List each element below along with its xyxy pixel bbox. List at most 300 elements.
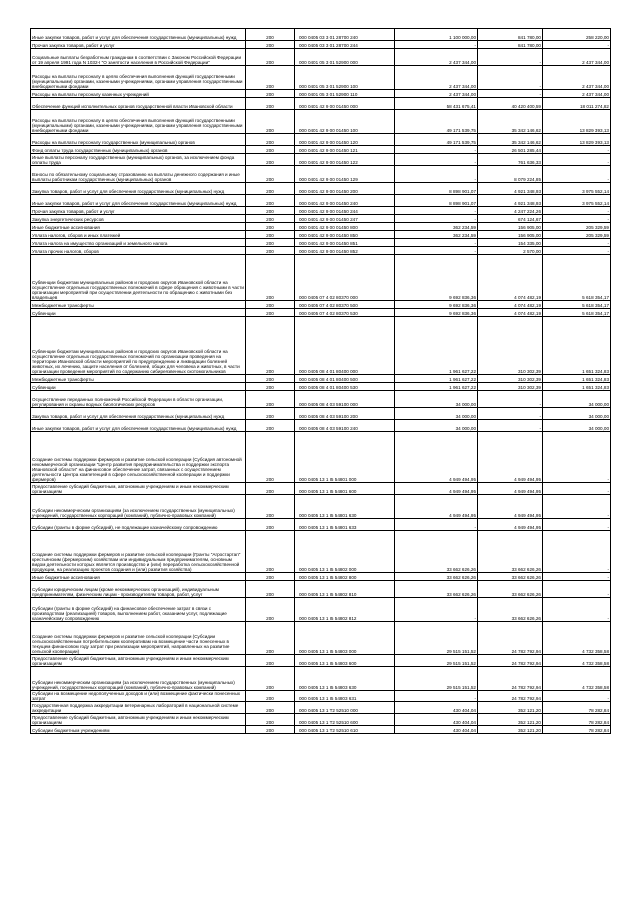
row-approved: 34 000,00	[395, 391, 478, 408]
row-code: 200	[246, 41, 295, 49]
row-kbk: 000 0405 03 3 01 28700 244	[295, 41, 395, 49]
row-name: Субсидии бюджетным учреждениям	[31, 726, 246, 734]
row-executed: 841 780,00	[478, 29, 543, 41]
row-code: 200	[246, 146, 295, 154]
row-executed: -	[478, 408, 543, 420]
row-executed: 310 302,39	[478, 375, 543, 383]
row-unexecuted: -	[543, 154, 611, 166]
row-code: 200	[246, 519, 295, 531]
row-kbk: 000 0405 07 4 02 80370 500	[295, 301, 395, 309]
row-kbk: 000 0405 13 1 I5 54803 000	[295, 622, 395, 655]
row-executed: 2 570,00	[478, 247, 543, 255]
row-unexecuted: -	[543, 247, 611, 255]
table-row	[31, 408, 611, 420]
row-approved: -	[395, 41, 478, 49]
row-name: Создание системы поддержки фермеров и развитие сельской кооперации (Субсидия автономной некоммерческой организации "Центр развития предпринимательства и поддержки экспорта Ивановской области" на финансовое обеспечение затрат, связанных с осуществлением деятельности Центра компетенций в сфере сельскохозяйственной кооперации и поддержки фермеров)	[31, 432, 246, 483]
table-row	[31, 667, 611, 691]
row-executed: 40 420 400,59	[478, 98, 543, 110]
table-row	[31, 391, 611, 408]
row-approved: 430 404,04	[395, 714, 478, 726]
table-row	[31, 714, 611, 726]
row-executed: 4 921 348,93	[478, 183, 543, 195]
row-name: Обеспечение функций исполнительных органов государственной власти Ивановской области	[31, 98, 246, 110]
table-row	[31, 317, 611, 375]
row-unexecuted: 205 329,59	[543, 223, 611, 231]
table-row	[31, 383, 611, 391]
row-kbk: 000 0401 42 9 00 01450 800	[295, 223, 395, 231]
row-approved: 34 000,00	[395, 420, 478, 432]
row-approved: 2 437 344,00	[395, 49, 478, 66]
row-executed: 4 949 494,95	[478, 483, 543, 495]
row-code: 200	[246, 383, 295, 391]
row-approved: 430 404,04	[395, 726, 478, 734]
row-name: Закупка товаров, работ и услуг для обеспечения государственных (муниципальных) нужд	[31, 183, 246, 195]
row-name: Фонд оплаты труда государственных (муниципальных) органов	[31, 146, 246, 154]
table-row	[31, 301, 611, 309]
row-kbk: 000 0405 07 4 02 80370 530	[295, 309, 395, 317]
row-executed: 4 074 482,19	[478, 309, 543, 317]
row-unexecuted: 34 000,00	[543, 420, 611, 432]
row-approved: -	[395, 207, 478, 215]
row-name: Субсидии (гранты в форме субсидий), не подлежащие казначейскому сопровождению	[31, 519, 246, 531]
row-kbk: 000 0401 42 9 00 01450 850	[295, 231, 395, 239]
table-row	[31, 622, 611, 655]
row-executed: 24 782 792,94	[478, 667, 543, 691]
row-kbk: 000 0405 13 1 T2 52510 000	[295, 702, 395, 714]
row-name: Прочая закупка товаров, работ и услуг	[31, 41, 246, 49]
row-code: 200	[246, 714, 295, 726]
table-row	[31, 134, 611, 146]
row-approved: 29 515 151,52	[395, 655, 478, 667]
row-unexecuted: -	[543, 215, 611, 223]
row-executed: 761 636,33	[478, 154, 543, 166]
row-unexecuted: -	[543, 41, 611, 49]
row-kbk: 000 0401 42 9 00 01450 200	[295, 183, 395, 195]
row-kbk: 000 0401 05 3 01 52900 000	[295, 49, 395, 66]
row-name: Уплата налога на имущество организаций и земельного налога	[31, 239, 246, 247]
row-unexecuted: 3 975 552,14	[543, 183, 611, 195]
row-approved: 8 898 901,07	[395, 195, 478, 207]
row-name: Расходы на выплаты персоналу казенных учреждений	[31, 90, 246, 98]
row-code: 200	[246, 255, 295, 301]
row-executed: 24 782 792,94	[478, 622, 543, 655]
row-code: 200	[246, 247, 295, 255]
row-approved: 2 437 344,00	[395, 66, 478, 90]
row-name: Прочая закупка товаров, работ и услуг	[31, 207, 246, 215]
table-row	[31, 195, 611, 207]
row-name: Субвенции бюджетам муниципальных районов и городских округов Ивановской области на осуществление отдельных государственных полномочий в сфере обращения с животными в части организации мероприятий при осуществлении деятельности по обращению с животными без владельцев	[31, 255, 246, 301]
table-row	[31, 90, 611, 98]
row-approved: 1 961 627,22	[395, 383, 478, 391]
row-code: 200	[246, 391, 295, 408]
row-kbk: 000 0405 13 1 T2 52510 600	[295, 714, 395, 726]
table-body	[31, 29, 611, 734]
table-row	[31, 420, 611, 432]
row-unexecuted: 205 329,59	[543, 231, 611, 239]
row-code: 200	[246, 110, 295, 134]
row-executed: -	[478, 391, 543, 408]
table-row	[31, 255, 611, 301]
row-approved: 2 437 344,00	[395, 90, 478, 98]
row-approved: -	[395, 239, 478, 247]
row-unexecuted: 2 437 344,00	[543, 90, 611, 98]
row-executed: 26 501 285,44	[478, 146, 543, 154]
row-name: Иные бюджетные ассигнования	[31, 223, 246, 231]
row-executed: 33 662 626,26	[478, 598, 543, 622]
row-code: 200	[246, 231, 295, 239]
row-code: 200	[246, 215, 295, 223]
table-row	[31, 726, 611, 734]
row-name: Субсидии (гранты в форме субсидий) на финансовое обеспечение затрат в связи с производством (реализацией) товаров, выполнением работ, оказанием услуг, подлежащие казначейскому сопровождению	[31, 598, 246, 622]
row-name: Государственная поддержка аккредитации ветеринарных лабораторий в национальной системе аккредитации	[31, 702, 246, 714]
row-kbk: 000 0405 13 1 I5 54802 000	[295, 531, 395, 573]
row-unexecuted: 78 282,84	[543, 714, 611, 726]
row-executed: 156 905,00	[478, 223, 543, 231]
row-executed: 352 121,20	[478, 726, 543, 734]
row-approved: 49 171 539,75	[395, 110, 478, 134]
row-kbk: 000 0405 08 4 01 80400 000	[295, 317, 395, 375]
row-unexecuted: -	[543, 691, 611, 702]
row-kbk: 000 0401 42 9 00 01450 129	[295, 166, 395, 183]
row-name: Предоставление субсидий бюджетным, автономным учреждениям и иным некоммерческим организациям	[31, 483, 246, 495]
row-unexecuted: -	[543, 573, 611, 581]
row-approved: 362 234,59	[395, 223, 478, 231]
row-approved: -	[395, 598, 478, 622]
row-approved: -	[395, 519, 478, 531]
table-row	[31, 239, 611, 247]
row-approved: 34 000,00	[395, 408, 478, 420]
row-approved: 33 662 626,26	[395, 581, 478, 598]
row-unexecuted: -	[543, 495, 611, 519]
row-code: 200	[246, 581, 295, 598]
row-name: Субсидии юридическим лицам (кроме некоммерческих организаций), индивидуальным предпринимателям, физическим лицам - производителям товаров, работ, услуг	[31, 581, 246, 598]
table-row	[31, 247, 611, 255]
row-name: Иные закупки товаров, работ и услуг для обеспечения государственных (муниципальных) нужд	[31, 195, 246, 207]
row-approved: -	[395, 154, 478, 166]
row-executed: 24 782 792,94	[478, 655, 543, 667]
row-approved: 9 692 836,36	[395, 255, 478, 301]
row-kbk: 000 0405 07 4 02 80370 000	[295, 255, 395, 301]
table-row	[31, 691, 611, 702]
row-kbk: 000 0401 42 9 00 01450 247	[295, 215, 395, 223]
row-approved: -	[395, 146, 478, 154]
row-kbk: 000 0405 08 4 01 80400 530	[295, 383, 395, 391]
row-executed: -	[478, 66, 543, 90]
row-kbk: 000 0405 13 1 I5 54803 631	[295, 691, 395, 702]
row-kbk: 000 0401 42 9 00 01450 000	[295, 98, 395, 110]
row-approved: 29 515 151,52	[395, 667, 478, 691]
table-row	[31, 655, 611, 667]
row-executed: 35 342 146,62	[478, 110, 543, 134]
row-unexecuted: 13 829 393,13	[543, 110, 611, 134]
row-executed: 841 780,00	[478, 41, 543, 49]
row-kbk: 000 0405 13 1 I5 54801 630	[295, 495, 395, 519]
row-unexecuted: 1 651 324,83	[543, 317, 611, 375]
row-approved: 1 100 000,00	[395, 29, 478, 41]
row-unexecuted: 4 732 358,58	[543, 667, 611, 691]
row-kbk: 000 0401 42 9 00 01450 240	[295, 195, 395, 207]
row-name: Создание системы поддержки фермеров и развитие сельской кооперации (Субсидии сельскохозяйственным потребительским кооперативам на возмещение части понесенных в текущем финансовом году затрат при реализации мероприятий, направленных на развитие сельской кооперации)	[31, 622, 246, 655]
row-kbk: 000 0401 42 9 00 01450 100	[295, 110, 395, 134]
row-unexecuted: 2 437 344,00	[543, 66, 611, 90]
row-code: 200	[246, 375, 295, 383]
row-unexecuted: 78 282,84	[543, 726, 611, 734]
row-name: Расходы на выплаты персоналу в целях обеспечения выполнения функций государственными (муниципальными) органами, казенными учреждениями, органами управления государственными внебюджетными фондами	[31, 110, 246, 134]
row-unexecuted: 1 651 324,83	[543, 383, 611, 391]
row-code: 200	[246, 317, 295, 375]
row-name: Иные закупки товаров, работ и услуг для обеспечения государственных (муниципальных) нужд	[31, 29, 246, 41]
row-kbk: 000 0401 42 9 00 01450 852	[295, 247, 395, 255]
row-name: Субвенции	[31, 309, 246, 317]
row-unexecuted: -	[543, 519, 611, 531]
row-code: 200	[246, 432, 295, 483]
row-name: Предоставление субсидий бюджетным, автономным учреждениям и иным некоммерческим организациям	[31, 714, 246, 726]
row-unexecuted: 1 651 324,83	[543, 375, 611, 383]
row-executed: -	[478, 90, 543, 98]
row-executed: 4 074 482,19	[478, 255, 543, 301]
row-approved: -	[395, 166, 478, 183]
table-row	[31, 531, 611, 573]
row-executed: 35 342 146,62	[478, 134, 543, 146]
row-executed: 352 121,20	[478, 714, 543, 726]
row-unexecuted: 5 618 354,17	[543, 309, 611, 317]
row-kbk: 000 0401 05 3 01 52900 110	[295, 90, 395, 98]
table-row	[31, 519, 611, 531]
row-executed: 4 247 224,26	[478, 207, 543, 215]
row-unexecuted: 34 000,00	[543, 391, 611, 408]
row-code: 200	[246, 207, 295, 215]
row-kbk: 000 0405 08 4 03 59100 200	[295, 408, 395, 420]
row-code: 200	[246, 29, 295, 41]
row-approved: 1 961 627,22	[395, 317, 478, 375]
table-row	[31, 49, 611, 66]
row-unexecuted: -	[543, 531, 611, 573]
row-unexecuted: -	[543, 598, 611, 622]
row-executed: 33 662 626,26	[478, 531, 543, 573]
row-kbk: 000 0405 13 1 I5 54801 000	[295, 432, 395, 483]
table-row	[31, 231, 611, 239]
row-executed: 310 302,39	[478, 383, 543, 391]
row-code: 200	[246, 622, 295, 655]
row-approved: 4 949 494,95	[395, 495, 478, 519]
row-code: 200	[246, 573, 295, 581]
row-code: 200	[246, 98, 295, 110]
row-code: 200	[246, 667, 295, 691]
row-kbk: 000 0405 13 1 I5 54803 600	[295, 655, 395, 667]
table-row	[31, 207, 611, 215]
row-unexecuted: 18 011 274,82	[543, 98, 611, 110]
row-code: 200	[246, 420, 295, 432]
table-row	[31, 146, 611, 154]
table-row	[31, 110, 611, 134]
row-unexecuted: 5 618 354,17	[543, 301, 611, 309]
row-approved: 49 171 539,75	[395, 134, 478, 146]
row-name: Закупка товаров, работ и услуг для обеспечения государственных (муниципальных) нужд	[31, 408, 246, 420]
table-row	[31, 166, 611, 183]
row-kbk: 000 0405 13 1 I5 54801 600	[295, 483, 395, 495]
row-name: Уплата налогов, сборов и иных платежей	[31, 231, 246, 239]
row-kbk: 000 0405 13 1 I5 54802 812	[295, 598, 395, 622]
table-row	[31, 581, 611, 598]
row-code: 200	[246, 495, 295, 519]
row-name: Иные бюджетные ассигнования	[31, 573, 246, 581]
row-code: 200	[246, 239, 295, 247]
row-kbk: 000 0405 13 1 T2 52510 610	[295, 726, 395, 734]
table-row	[31, 375, 611, 383]
row-code: 200	[246, 195, 295, 207]
row-unexecuted: 2 437 344,00	[543, 49, 611, 66]
row-unexecuted: 13 829 393,13	[543, 134, 611, 146]
row-code: 200	[246, 49, 295, 66]
row-name: Социальные выплаты безработным гражданам в соответствии с Законом Российской Федерации от 19 апреля 1991 года N 1032-I "О занятости населения в Российской Федерации"	[31, 49, 246, 66]
row-unexecuted: 258 220,00	[543, 29, 611, 41]
row-executed: 8 079 224,85	[478, 166, 543, 183]
table-row	[31, 183, 611, 195]
row-executed: 4 074 482,19	[478, 301, 543, 309]
table-row	[31, 573, 611, 581]
row-name: Иные закупки товаров, работ и услуг для обеспечения государственных (муниципальных) нужд	[31, 420, 246, 432]
row-code: 200	[246, 223, 295, 231]
row-name: Межбюджетные трансферты	[31, 375, 246, 383]
row-name: Расходы на выплаты персоналу государственных (муниципальных) органов	[31, 134, 246, 146]
row-executed: 310 302,39	[478, 317, 543, 375]
row-code: 200	[246, 66, 295, 90]
row-executed: 154 335,00	[478, 239, 543, 247]
table-row	[31, 483, 611, 495]
table-row	[31, 215, 611, 223]
table-row	[31, 41, 611, 49]
row-approved: 4 949 494,95	[395, 432, 478, 483]
row-executed: 33 662 626,26	[478, 581, 543, 598]
row-name: Субсидии некоммерческим организациям (за исключением государственных (муниципальных) учреждений, государственных корпораций (компаний), публично-правовых компаний)	[31, 667, 246, 691]
table-row	[31, 495, 611, 519]
row-code: 200	[246, 301, 295, 309]
row-code: 200	[246, 691, 295, 702]
row-kbk: 000 0405 08 4 01 80400 500	[295, 375, 395, 383]
row-unexecuted: -	[543, 483, 611, 495]
row-kbk: 000 0401 42 9 00 01450 122	[295, 154, 395, 166]
row-unexecuted: -	[543, 207, 611, 215]
row-code: 200	[246, 183, 295, 195]
row-unexecuted: 5 618 354,17	[543, 255, 611, 301]
row-executed: 4 949 494,95	[478, 519, 543, 531]
row-approved: 430 404,04	[395, 702, 478, 714]
row-name: Создание системы поддержки фермеров и развитие сельской кооперации (Гранты "Агростартап" крестьянским (фермерским) хозяйствам или индивидуальным предпринимателям, основным видом деятельности которых является производство и (или) переработка сельскохозяйственной продукции, на реализацию проектов создания и (или) развития хозяйства)	[31, 531, 246, 573]
row-unexecuted: 4 732 358,58	[543, 622, 611, 655]
row-kbk: 000 0401 42 9 00 01450 120	[295, 134, 395, 146]
row-name: Расходы на выплаты персоналу в целях обеспечения выполнения функций государственными (муниципальными) органами, казенными учреждениями, органами управления государственными внебюджетными фондами	[31, 66, 246, 90]
row-executed: 352 121,20	[478, 702, 543, 714]
row-approved: 362 234,59	[395, 231, 478, 239]
row-kbk: 000 0401 42 9 00 01450 244	[295, 207, 395, 215]
row-kbk: 000 0405 13 1 I5 54802 810	[295, 581, 395, 598]
table-row	[31, 309, 611, 317]
row-unexecuted: -	[543, 239, 611, 247]
row-code: 200	[246, 134, 295, 146]
row-approved: -	[395, 215, 478, 223]
row-approved: 9 692 836,36	[395, 309, 478, 317]
row-unexecuted: 78 282,84	[543, 702, 611, 714]
row-approved: 33 662 626,26	[395, 573, 478, 581]
row-executed: 4 949 494,95	[478, 432, 543, 483]
row-kbk: 000 0405 13 1 I5 54803 630	[295, 667, 395, 691]
row-unexecuted: 3 975 552,14	[543, 195, 611, 207]
row-name: Закупка энергетических ресурсов	[31, 215, 246, 223]
row-kbk: 000 0405 13 1 I5 54802 800	[295, 573, 395, 581]
row-code: 200	[246, 90, 295, 98]
table-row	[31, 223, 611, 231]
row-executed: 674 124,67	[478, 215, 543, 223]
table-row	[31, 432, 611, 483]
row-name: Иные выплаты персоналу государственных (муниципальных) органов, за исключением фонда оплаты труда	[31, 154, 246, 166]
row-code: 200	[246, 408, 295, 420]
row-executed: 4 949 494,95	[478, 495, 543, 519]
row-kbk: 000 0401 05 3 01 52900 100	[295, 66, 395, 90]
budget-execution-table	[30, 28, 611, 734]
row-kbk: 000 0405 03 3 01 28700 240	[295, 29, 395, 41]
row-approved: 29 515 151,52	[395, 622, 478, 655]
row-name: Осуществление переданных полномочий Российской Федерации в области организации, регулирования и охраны водных биологических ресурсов	[31, 391, 246, 408]
row-unexecuted: -	[543, 166, 611, 183]
row-approved: -	[395, 691, 478, 702]
row-executed: 156 905,00	[478, 231, 543, 239]
row-code: 200	[246, 166, 295, 183]
table-row	[31, 598, 611, 622]
row-unexecuted: 4 732 358,58	[543, 655, 611, 667]
row-executed: 33 662 626,26	[478, 573, 543, 581]
row-approved: -	[395, 247, 478, 255]
row-approved: 1 961 627,22	[395, 375, 478, 383]
row-unexecuted: -	[543, 581, 611, 598]
table-row	[31, 66, 611, 90]
row-code: 200	[246, 726, 295, 734]
row-executed: -	[478, 49, 543, 66]
row-executed: -	[478, 420, 543, 432]
row-executed: 4 921 348,93	[478, 195, 543, 207]
row-name: Субвенции	[31, 383, 246, 391]
table-row	[31, 98, 611, 110]
table-row	[31, 154, 611, 166]
table-row	[31, 702, 611, 714]
row-approved: 8 898 901,07	[395, 183, 478, 195]
row-name: Субсидии некоммерческим организациям (за исключением государственных (муниципальных) учреждений, государственных корпораций (компаний), публично-правовых компаний)	[31, 495, 246, 519]
row-code: 200	[246, 598, 295, 622]
row-name: Взносы по обязательному социальному страхованию на выплаты денежного содержания и иные выплаты работникам государственных (муниципальных) органов	[31, 166, 246, 183]
row-code: 200	[246, 309, 295, 317]
row-name: Предоставление субсидий бюджетным, автономным учреждениям и иным некоммерческим организациям	[31, 655, 246, 667]
row-approved: 33 662 626,26	[395, 531, 478, 573]
row-unexecuted: -	[543, 432, 611, 483]
row-executed: 24 782 792,94	[478, 691, 543, 702]
row-kbk: 000 0405 13 1 I5 54801 633	[295, 519, 395, 531]
row-kbk: 000 0401 42 9 00 01450 851	[295, 239, 395, 247]
row-name: Уплата прочих налогов, сборов	[31, 247, 246, 255]
row-code: 200	[246, 154, 295, 166]
row-unexecuted: 34 000,00	[543, 408, 611, 420]
row-name: Субсидии на возмещение недополученных доходов и (или) возмещение фактически понесенных затрат	[31, 691, 246, 702]
row-kbk: 000 0405 08 4 03 59100 000	[295, 391, 395, 408]
row-approved: 4 949 494,95	[395, 483, 478, 495]
row-name: Межбюджетные трансферты	[31, 301, 246, 309]
row-code: 200	[246, 531, 295, 573]
row-kbk: 000 0405 08 4 03 59100 240	[295, 420, 395, 432]
row-approved: 9 692 836,36	[395, 301, 478, 309]
row-code: 200	[246, 655, 295, 667]
row-approved: 58 431 675,41	[395, 98, 478, 110]
row-unexecuted: -	[543, 146, 611, 154]
table-row	[31, 29, 611, 41]
row-code: 200	[246, 483, 295, 495]
